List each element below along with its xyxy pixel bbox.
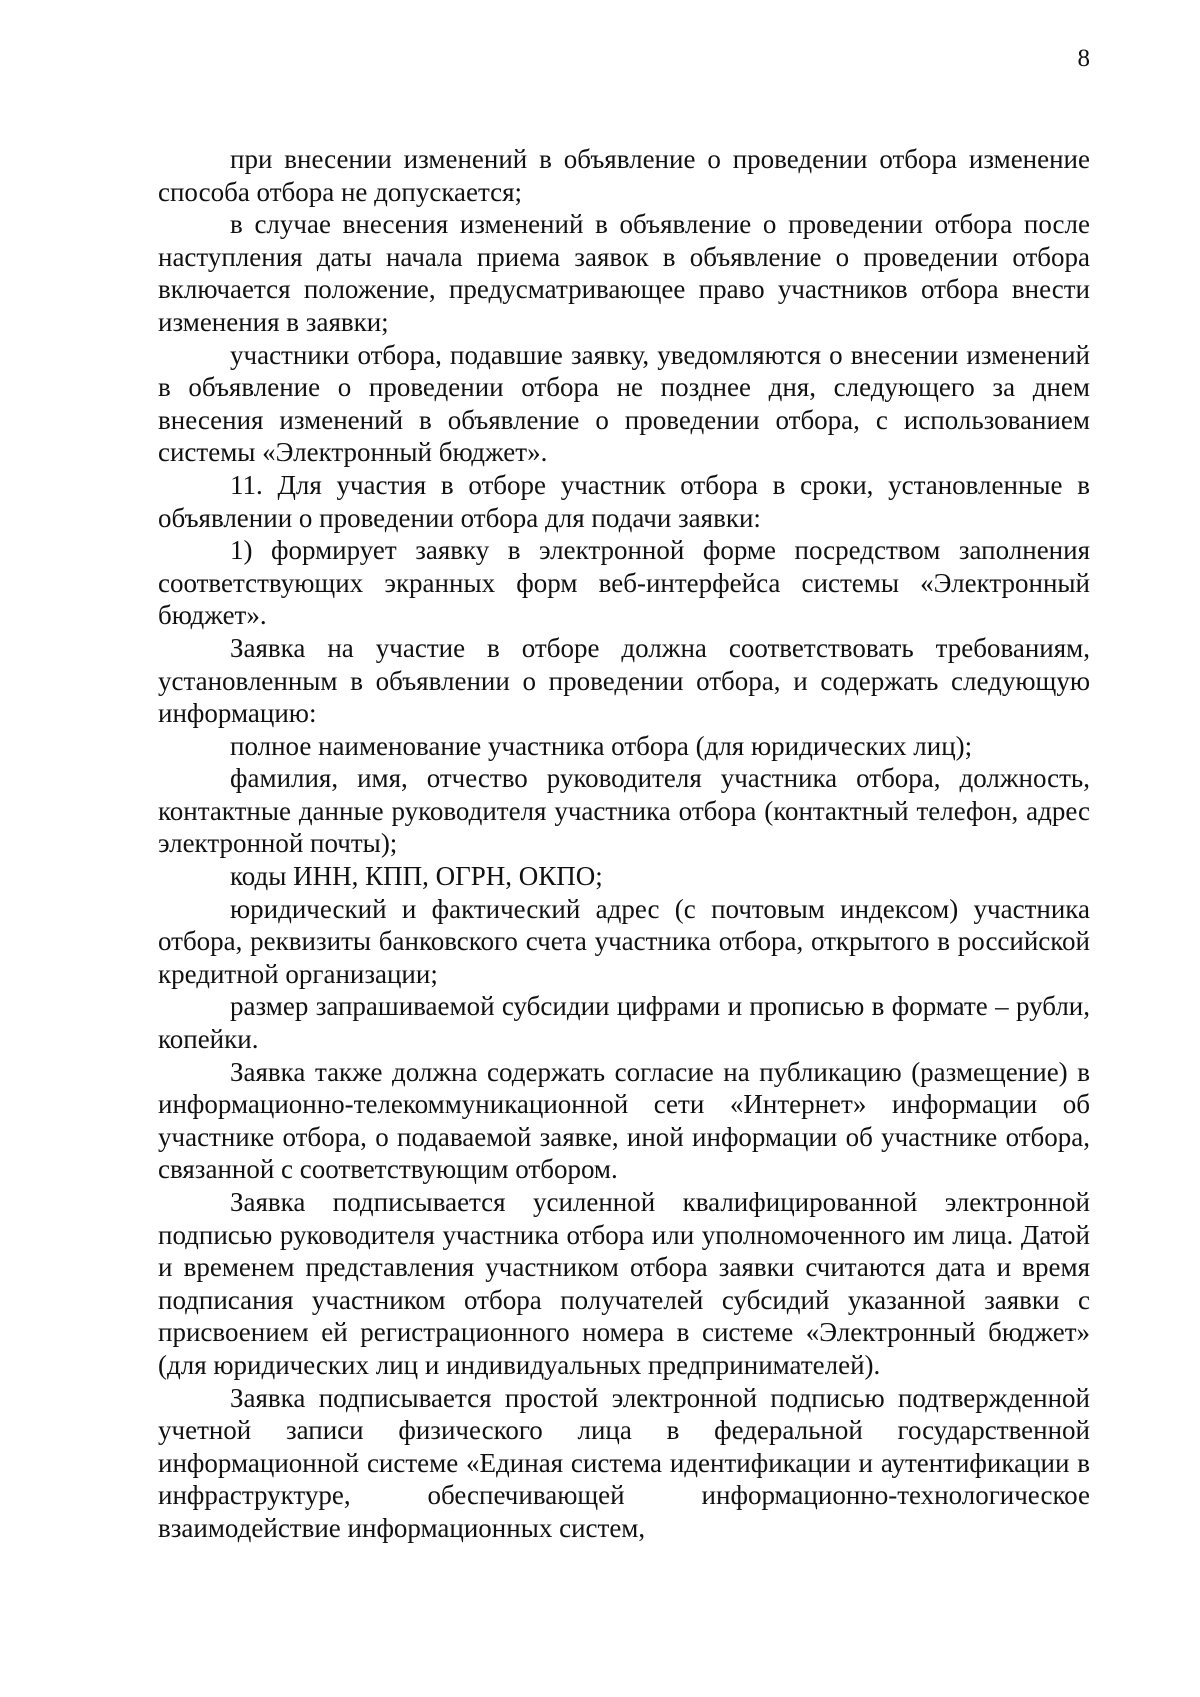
paragraph-participant-notification: участники отбора, подавшие заявку, уведомляются о внесении изменений в объявление о проведении отбора не позднее дня, следующего за днем внесения изменений в объявление о проведении отбора, с использованием системы «Электронный бюджет». — [158, 339, 1090, 468]
paragraph-qualified-signature: Заявка подписывается усиленной квалифицированной электронной подписью руководителя участника отбора или уполномоченного им лица. Датой и временем представления участником отбора заявки считаются дата и время подписания участником отбора получателей субсидий указанной заявки с присвоением ей регистрационного номера в системе «Электронный бюджет» (для юридических лиц и индивидуальных предпринимателей). — [158, 1187, 1090, 1380]
list-item-codes: коды ИНН, КПП, ОГРН, ОКПО; — [230, 861, 603, 892]
document-body — [158, 143, 1090, 1545]
list-item-full-name: полное наименование участника отбора (для юридических лиц); — [230, 730, 973, 761]
page-number: 8 — [1077, 45, 1090, 72]
paragraph-amendment-method: при внесении изменений в объявление о проведении отбора изменение способа отбора не допускается; — [158, 144, 1090, 207]
paragraph-application-requirements: Заявка на участие в отборе должна соответствовать требованиям, установленным в объявлении о проведении отбора, и содержать следующую информацию: — [158, 632, 1090, 729]
list-item-head-contacts: фамилия, имя, отчество руководителя участника отбора, должность, контактные данные руководителя участника отбора (контактный телефон, адрес электронной почты); — [158, 763, 1090, 859]
paragraph-subitem-1: 1) формирует заявку в электронной форме посредством заполнения соответствующих экранных форм веб-интерфейса системы «Электронный бюджет». — [158, 535, 1090, 631]
paragraph-publication-consent: Заявка также должна содержать согласие на публикацию (размещение) в информационно-телекоммуникационной сети «Интернет» информации об участнике отбора, о подаваемой заявке, иной информации об участнике отбора, связанной с соответствующим отбором. — [158, 1056, 1090, 1185]
paragraph-item-11: 11. Для участия в отборе участник отбора в сроки, установленные в объявлении о проведении отбора для подачи заявки: — [158, 469, 1090, 533]
paragraph-simple-signature: Заявка подписывается простой электронной подписью подтвержденной учетной записи физического лица в федеральной государственной информационной системе «Единая система идентификации и аутентификации в инфраструктуре, обеспечивающей информационно-технологическое взаимодействие информационных систем, — [158, 1382, 1090, 1543]
list-item-subsidy-amount: размер запрашиваемой субсидии цифрами и прописью в формате – рубли, копейки. — [158, 991, 1090, 1055]
paragraph-amendment-after-start: в случае внесения изменений в объявление о проведении отбора после наступления даты начала приема заявок в объявление о проведении отбора включается положение, предусматривающее право участников отбора внести изменения в заявки; — [158, 209, 1090, 337]
list-item-address-bank: юридический и фактический адрес (с почтовым индексом) участника отбора, реквизиты банковского счета участника отбора, открытого в российской кредитной организации; — [158, 893, 1090, 989]
